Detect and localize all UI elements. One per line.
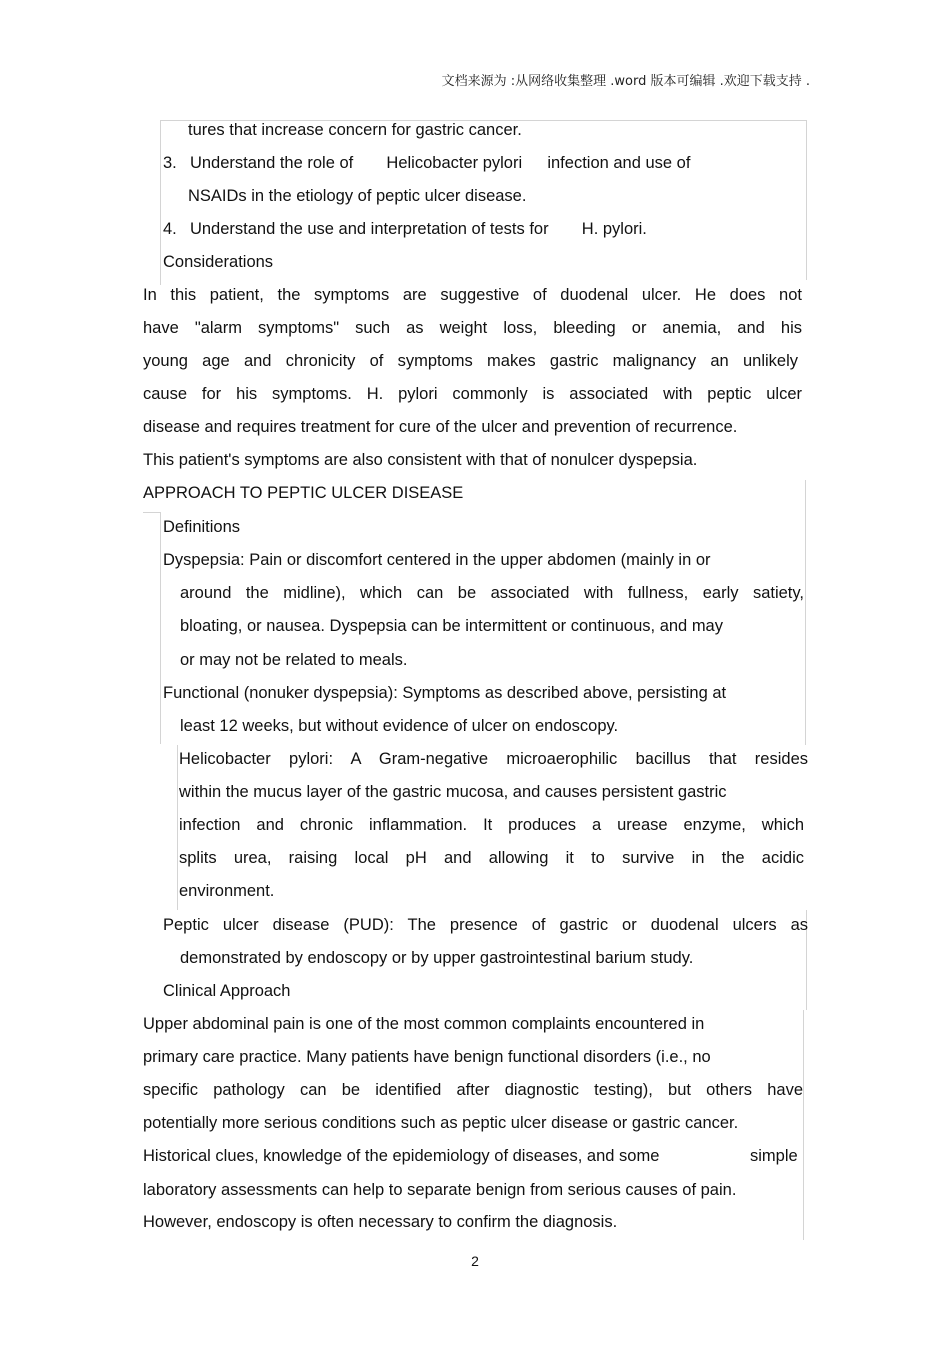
- definition-line: Dyspepsia: Pain or discomfort centered in the upper abdomen (mainly in or: [163, 551, 711, 569]
- paragraph-line: young age and chronicity of symptoms makes gastric malignancy an unlikely: [143, 352, 798, 370]
- definition-line: within the mucus layer of the gastric mucosa, and causes persistent gastric: [179, 783, 727, 801]
- definition-line: around the midline), which can be associated with fullness, early satiety,: [180, 584, 804, 602]
- paragraph-word: simple: [750, 1147, 798, 1165]
- objective-line: NSAIDs in the etiology of peptic ulcer disease.: [188, 187, 527, 205]
- paragraph-line: In this patient, the symptoms are suggestive of duodenal ulcer. He does not: [143, 286, 802, 304]
- objective-text: Understand the role of: [189, 154, 354, 172]
- objective-text: infection and use of: [547, 154, 691, 172]
- frame-line: [160, 512, 161, 744]
- definition-line: infection and chronic inflammation. It produces a urease enzyme, which: [179, 816, 804, 834]
- paragraph-line: This patient's symptoms are also consistent with that of nonulcer dyspepsia.: [143, 451, 698, 469]
- paragraph-text: Historical clues, knowledge of the epidemiology of diseases, and some: [143, 1147, 660, 1165]
- list-number: 3.: [163, 154, 177, 172]
- subheading-clinical-approach: Clinical Approach: [163, 982, 291, 1000]
- definition-line: least 12 weeks, but without evidence of ulcer on endoscopy.: [180, 717, 619, 735]
- definition-line: Peptic ulcer disease (PUD): The presence of gastric or duodenal ulcers as: [163, 916, 808, 934]
- objective-text: Helicobacter pylori: [386, 154, 523, 172]
- objective-text: H. pylori.: [581, 220, 647, 238]
- paragraph-line: potentially more serious conditions such as peptic ulcer disease or gastric cancer.: [143, 1114, 739, 1132]
- frame-line: [160, 120, 161, 285]
- definition-line: splits urea, raising local pH and allowing it to survive in the acidic: [179, 849, 804, 867]
- definition-line: or may not be related to meals.: [180, 651, 408, 669]
- frame-line: [803, 1010, 804, 1240]
- paragraph-line: primary care practice. Many patients have benign functional disorders (i.e., no: [143, 1048, 711, 1066]
- list-number: 4.: [163, 220, 177, 238]
- definition-line: demonstrated by endoscopy or by upper gastrointestinal barium study.: [180, 949, 694, 967]
- paragraph-line: specific pathology can be identified after diagnostic testing), but others have: [143, 1081, 803, 1099]
- frame-line: [805, 480, 806, 745]
- frame-line: [177, 745, 178, 910]
- definition-line: Helicobacter pylori: A Gram-negative microaerophilic bacillus that resides: [179, 750, 808, 768]
- definition-line: Functional (nonuker dyspepsia): Symptoms as described above, persisting at: [163, 684, 727, 702]
- paragraph-line: disease and requires treatment for cure of the ulcer and prevention of recurrence.: [143, 418, 738, 436]
- subheading-definitions: Definitions: [163, 518, 241, 536]
- page-number: 2: [471, 1253, 479, 1269]
- section-heading-considerations: Considerations: [163, 253, 274, 271]
- frame-line: [143, 512, 160, 513]
- objective-item-4: [163, 219, 647, 239]
- paragraph-line: cause for his symptoms. H. pylori commonly is associated with peptic ulcer: [143, 385, 802, 403]
- frame-line: [806, 120, 807, 280]
- section-heading-approach: APPROACH TO PEPTIC ULCER DISEASE: [143, 484, 464, 502]
- paragraph-line: However, endoscopy is often necessary to confirm the diagnosis.: [143, 1213, 618, 1231]
- objective-item-3: [163, 153, 690, 173]
- page-header: 文档来源为 :从网络收集整理 .word 版本可编辑 .欢迎下载支持 .: [441, 74, 810, 89]
- paragraph-line: have "alarm symptoms" such as weight loss, bleeding or anemia, and his: [143, 319, 802, 337]
- definition-line: bloating, or nausea. Dyspepsia can be intermittent or continuous, and may: [180, 617, 723, 635]
- objective-text: Understand the use and interpretation of tests for: [189, 220, 549, 238]
- paragraph-line: [143, 1146, 659, 1166]
- paragraph-line: laboratory assessments can help to separate benign from serious causes of pain.: [143, 1181, 737, 1199]
- definition-line: environment.: [179, 882, 275, 900]
- paragraph-line: Upper abdominal pain is one of the most common complaints encountered in: [143, 1015, 705, 1033]
- objective-line: tures that increase concern for gastric cancer.: [188, 121, 522, 139]
